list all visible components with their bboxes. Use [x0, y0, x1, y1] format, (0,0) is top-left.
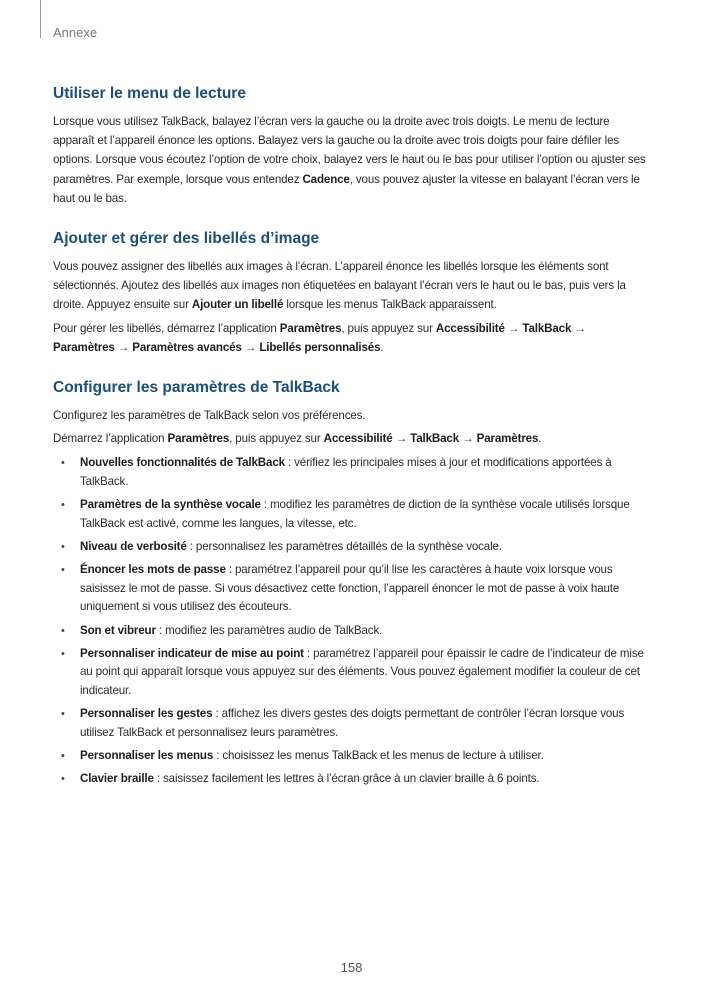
list-item: • Nouvelles fonctionnalités de TalkBack : vérifiez les principales mises à jour et modifications apportées à TalkBack.: [61, 456, 612, 489]
section-image-labels: [53, 229, 650, 357]
bullet-icon: •: [61, 624, 65, 637]
settings-list: [53, 454, 650, 788]
section-header-label: Annexe: [53, 25, 98, 40]
page-content: [53, 84, 650, 810]
list-item: • Son et vibreur : modifiez les paramètres audio de TalkBack.: [53, 622, 650, 641]
bullet-icon: •: [61, 773, 65, 786]
bullet-icon: •: [61, 564, 65, 577]
section-title: Configurer les paramètres de TalkBack: [53, 379, 340, 397]
section-title: Utiliser le menu de lecture: [53, 85, 246, 102]
page-number: 158: [340, 960, 363, 975]
paragraph: Lorsque vous utilisez TalkBack, balayez l’écran vers la gauche ou la droite avec trois doigts. Le menu de lecture apparaît et l’appareil énonce les options. Balayez vers la gauche ou la droite avec trois doigts pour faire défiler les options. Lorsque vous écoutez l’option de votre choix, balayez vers le haut ou le bas pour utiliser l’option ou ajuster ses paramètres. Par exemple, lorsque vous entendez Cadence, vous pouvez ajuster la vitesse en balayant l’écran vers le haut ou le bas.: [53, 115, 646, 205]
paragraph: Vous pouvez assigner des libellés aux images à l’écran. L’appareil énonce les libellés lorsque les éléments sont sélectionnés. Ajoutez des libellés aux images non étiquetées en balayant l’écran vers le haut ou le bas, puis vers la droite. Appuyez ensuite sur Ajouter un libellé lorsque les menus TalkBack apparaissent.: [53, 260, 626, 312]
header-rule: [40, 0, 41, 38]
list-item: • Personnaliser les menus : choisissez les menus TalkBack et les menus de lecture à utiliser.: [53, 747, 650, 766]
bullet-icon: •: [61, 647, 65, 660]
list-item: • Paramètres de la synthèse vocale : modifiez les paramètres de diction de la synthèse vocale utilisés lorsque TalkBack est activé, comme les langues, la vitesse, etc.: [61, 498, 630, 530]
section-title: Ajouter et gérer des libellés d’image: [53, 230, 320, 248]
list-item: • Niveau de verbosité : personnalisez les paramètres détaillés de la synthèse vocale.: [53, 538, 650, 557]
bullet-icon: •: [61, 708, 65, 721]
bullet-icon: •: [61, 457, 65, 470]
bullet-icon: •: [61, 499, 65, 512]
bullet-icon: •: [61, 541, 65, 553]
section-reading-menu: [53, 84, 650, 208]
list-item: • Personnaliser les gestes : affichez les divers gestes des doigts permettant de contrôler l’écran lorsque vous utilisez TalkBack et personnalisez leurs paramètres.: [61, 707, 625, 739]
paragraph: Configurez les paramètres de TalkBack selon vos préférences.: [53, 409, 366, 423]
list-item: • Clavier braille : saisissez facilement les lettres à l’écran grâce à un clavier braille à 6 points.: [53, 770, 650, 789]
paragraph: Pour gérer les libellés, démarrez l’application Paramètres, puis appuyez sur Accessibilité → TalkBack → Paramètres → Paramètres avancés → Libellés personnalisés.: [53, 321, 586, 354]
bullet-icon: •: [61, 749, 65, 762]
paragraph: Démarrez l’application Paramètres, puis appuyez sur Accessibilité → TalkBack → Paramètres.: [53, 432, 542, 446]
list-item: • Personnaliser indicateur de mise au point : paramétrez l’appareil pour épaissir le cadre de l’indicateur de mise au point qui apparaît lorsque vous appuyez sur des éléments. Vous pouvez également modifier la couleur de cet indicateur.: [61, 646, 644, 697]
section-talkback-settings: [53, 378, 650, 789]
list-item: • Énoncer les mots de passe : paramétrez l’appareil pour qu’il lise les caractères à haute voix lorsque vous saisissez le mot de passe. Si vous désactivez cette fonction, l’appareil énoncer le mot de passe à voix haute uniquement si vous utilisez des écouteurs.: [61, 563, 620, 614]
